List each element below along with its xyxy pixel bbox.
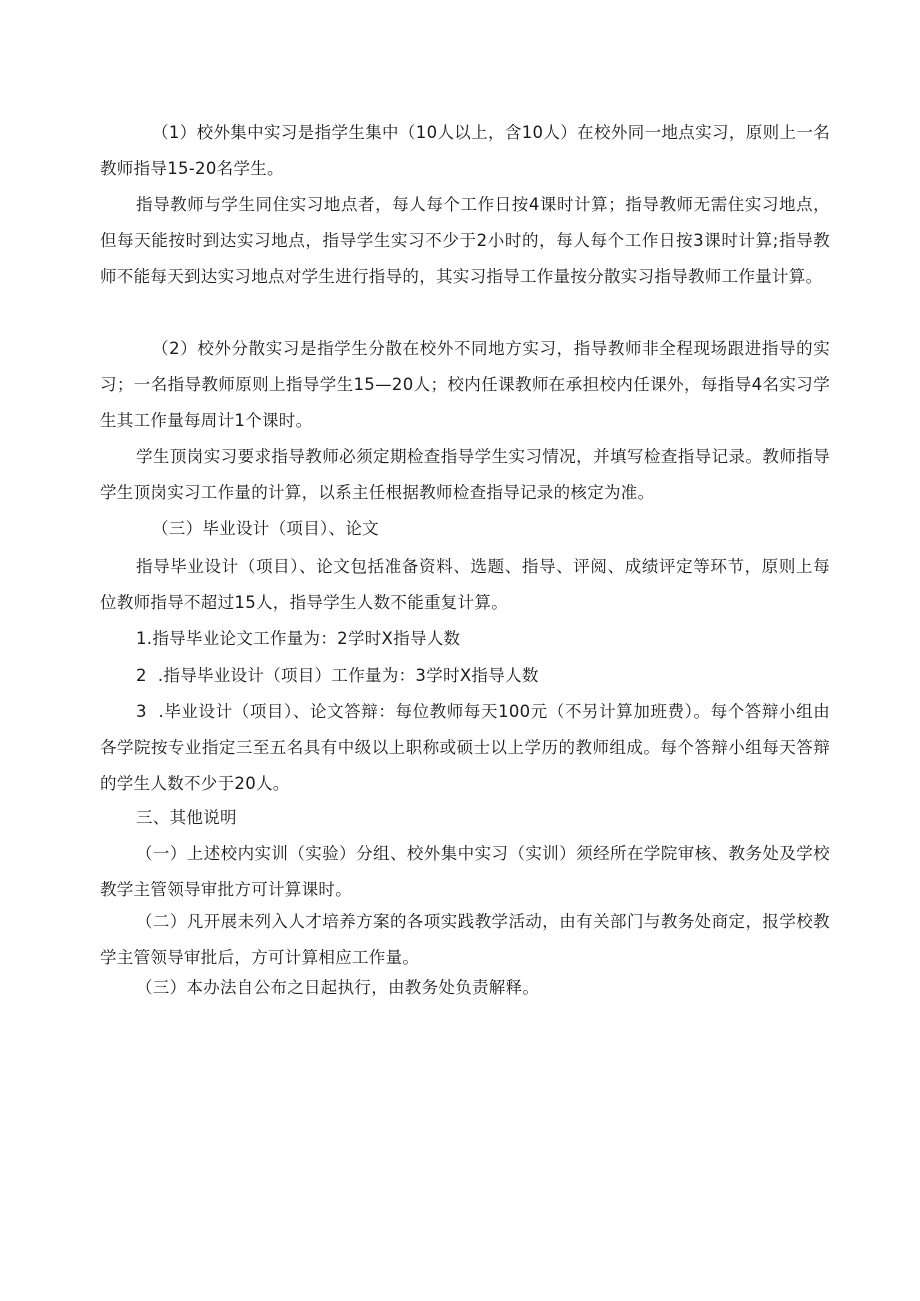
- paragraph-centralized-internship: （1）校外集中实习是指学生集中（10人以上，含10人）在校外同一地点实习，原则上一名教师指导15-20名学生。: [100, 123, 830, 178]
- paragraph-teacher-workload-onsite: 指导教师与学生同住实习地点者，每人每个工作日按4课时计算；指导教师无需住实习地点，但每天能按时到达实习地点，指导学生实习不少于2小时的，每人每个工作日按3课时计算;指导教师不能每天到达实习地点对学生进行指导的，其实习指导工作量按分散实习指导教师工作量计算。: [100, 195, 830, 286]
- paragraph-note-one: （一）上述校内实训（实验）分组、校外集中实习（实训）须经所在学院审核、教务处及学校教学主管领导审批方可计算课时。: [100, 844, 830, 899]
- section-heading-other-notes: 三、其他说明: [136, 808, 237, 827]
- paragraph-post-internship: 学生顶岗实习要求指导教师必须定期检查指导学生实习情况，并填写检查指导记录。教师指导学生顶岗实习工作量的计算，以系主任根据教师检查指导记录的核定为准。: [100, 447, 830, 502]
- paragraph-dispersed-internship: （2）校外分散实习是指学生分散在校外不同地方实习，指导教师非全程现场跟进指导的实习；一名指导教师原则上指导学生15—20人；校内任课教师在承担校内任课外，每指导4名实习学生其工作量每周计1个课时。: [100, 339, 830, 430]
- paragraph-graduation-guidance: 指导毕业设计（项目）、论文包括准备资料、选题、指导、评阅、成绩评定等环节，原则上每位教师指导不超过15人，指导学生人数不能重复计算。: [100, 557, 830, 612]
- paragraph-note-two: （二）凡开展未列入人才培养方案的各项实践教学活动，由有关部门与教务处商定，报学校教学主管领导审批后，方可计算相应工作量。: [100, 912, 830, 967]
- section-heading-graduation-design: （三）毕业设计（项目）、论文: [152, 519, 379, 538]
- list-item-design-workload: 2 .指导毕业设计（项目）工作量为：3学时X指导人数: [136, 666, 539, 685]
- list-item-thesis-workload: 1.指导毕业论文工作量为：2学时X指导人数: [136, 629, 461, 648]
- list-item-defense: 3 .毕业设计（项目）、论文答辩：每位教师每天100元（不另计算加班费）。每个答辩小组由各学院按专业指定三至五名具有中级以上职称或硕士以上学历的教师组成。每个答辩小组每天答辩的学生人数不少于20人。: [100, 702, 830, 793]
- paragraph-note-three: （三）本办法自公布之日起执行，由教务处负责解释。: [136, 978, 540, 997]
